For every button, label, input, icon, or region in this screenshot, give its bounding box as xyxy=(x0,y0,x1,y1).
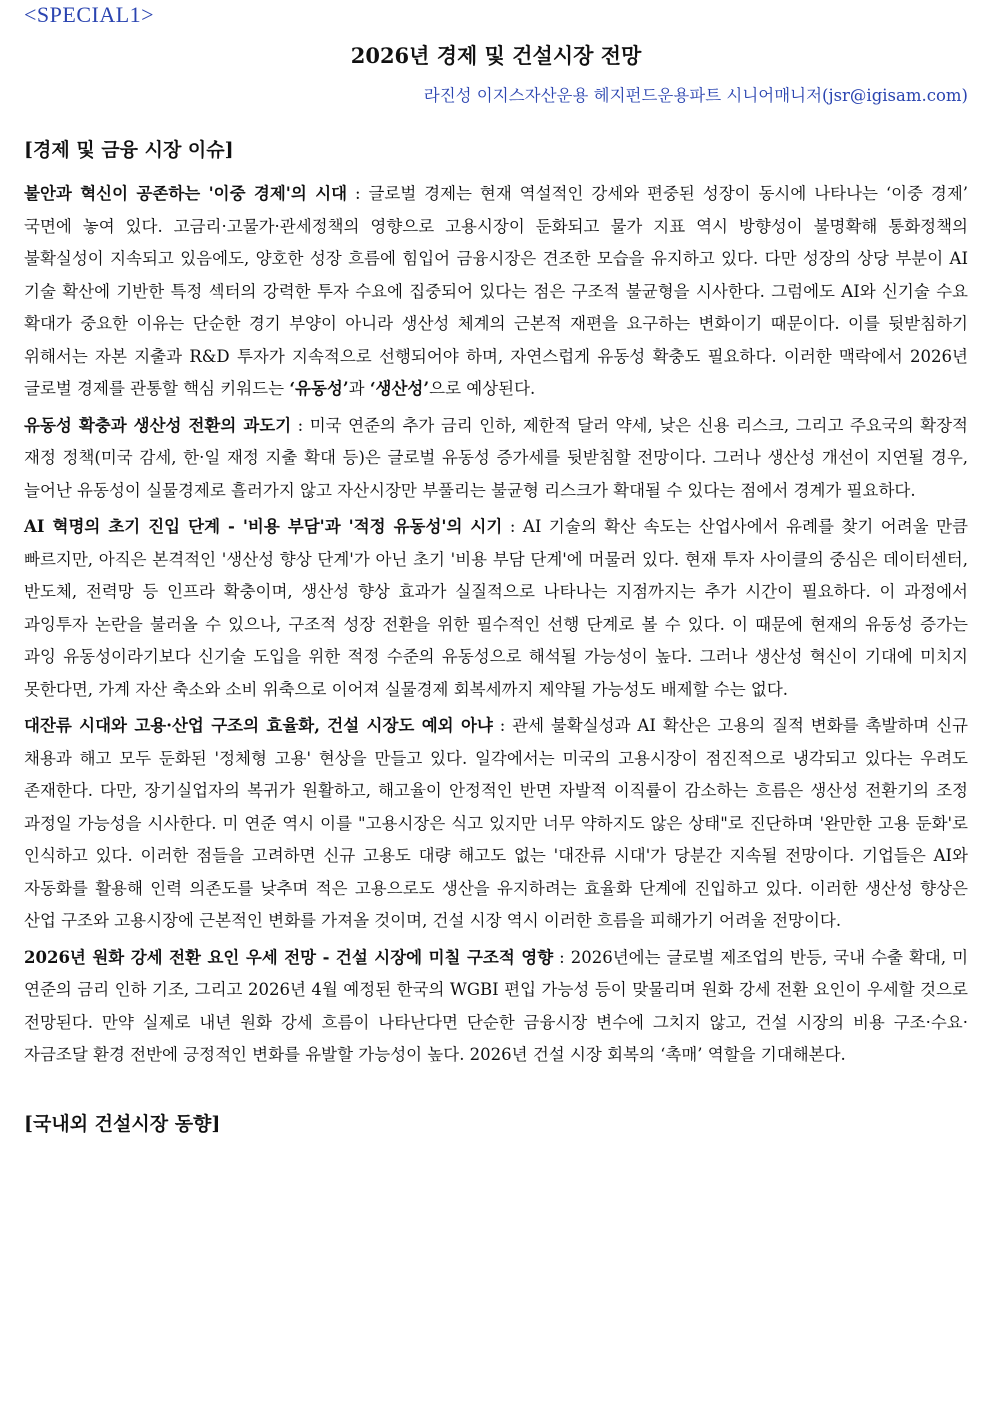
document-title: 2026년 경제 및 건설시장 전망 xyxy=(350,43,642,68)
paragraph-ai-revolution xyxy=(24,511,968,706)
paragraph-text: 미국 연준의 추가 금리 인하, 제한적 달러 약세, 낮은 신용 리스크, 그리고 주요국의 확장적 재정 정책(미국 감세, 한·일 재정 지출 확대 등)은 글로벌 유동성 증가세를 뒷받침할 전망이다. 그러나 생산성 개선이 지연될 경우, 늘어난 유동성이 실물경제로 흘러가지 않고 자산시장만 부풀리는 불균형 리스크가 확대될 수 있다는 점에서 경계가 필요하다. xyxy=(24,415,968,500)
paragraph-dual-economy xyxy=(24,178,968,406)
lead-separator: : xyxy=(347,184,361,203)
special-section-tag: <SPECIAL1> xyxy=(24,2,155,27)
paragraph-won-strength xyxy=(24,942,968,1072)
section-heading-economy-finance: [경제 및 금융 시장 이슈] xyxy=(24,139,234,161)
paragraph-text: 과 xyxy=(348,379,370,398)
lead-separator: : xyxy=(291,415,304,435)
paragraph-text: 으로 예상된다. xyxy=(429,379,536,398)
paragraph-lead: 유동성 확충과 생산성 전환의 과도기 xyxy=(24,415,292,435)
paragraph-liquidity-transition xyxy=(24,410,968,508)
paragraph-text: AI 기술의 확산 속도는 산업사에서 유례를 찾기 어려울 만큼 빠르지만, 아직은 본격적인 '생산성 향상 단계'가 아닌 초기 '비용 부담 단계'에 머물러 있다. 현재 투자 사이클의 중심은 데이터센터, 반도체, 전력망 등 인프라 확충이며, 생산성 향상 효과가 실질적으로 나타나는 지점까지는 추가 시간이 필요하다. 이 과정에서 과잉투자 논란을 불러올 수 있으나, 구조적 성장 전환을 위한 필수적인 선행 단계로 볼 수 있다. 이 때문에 현재의 유동성 증가는 과잉 유동성이라기보다 신기술 도입을 위한 적정 수준의 유동성으로 해석될 가능성이 높다. 그러나 생산성 혁신이 기대에 미치지 못한다면, 가계 자산 축소와 소비 위축으로 이어져 실물경제 회복세까지 제약될 가능성도 배제할 수는 없다. xyxy=(24,517,968,699)
paragraph-great-stay xyxy=(24,710,968,938)
paragraph-lead: AI 혁명의 초기 진입 단계 - '비용 부담'과 '적정 유동성'의 시기 xyxy=(24,517,503,536)
author-byline: 라진성 이지스자산운용 헤지펀드운용파트 시니어매니저(jsr@igisam.com) xyxy=(423,86,968,105)
paragraph-lead: 불안과 혁신이 공존하는 '이중 경제'의 시대 xyxy=(24,184,348,203)
article-body xyxy=(24,136,968,1152)
keyword-productivity: ‘생산성’ xyxy=(369,379,430,398)
keyword-liquidity: ‘유동성’ xyxy=(289,379,349,398)
paragraph-lead: 2026년 원화 강세 전환 요인 우세 전망 - 건설 시장에 미칠 구조적 영향 xyxy=(24,947,554,967)
paragraph-text: 2026년에는 글로벌 제조업의 반등, 국내 수출 확대, 미 연준의 금리 인하 기조, 그리고 2026년 4월 예정된 한국의 WGBI 편입 가능성 등이 맞물리며 원화 강세 전환 요인이 우세할 것으로 전망된다. 만약 실제로 내년 원화 강세 흐름이 나타난다면 단순한 금융시장 변수에 그치지 않고, 건설 시장의 비용 구조·수요·자금조달 환경 전반에 긍정적인 변화를 유발할 가능성이 높다. 2026년 건설 시장 회복의 ‘촉매’ 역할을 기대해본다. xyxy=(24,947,969,1064)
paragraph-lead: 대잔류 시대와 고용·산업 구조의 효율화, 건설 시장도 예외 아냐 xyxy=(24,716,493,735)
lead-separator: : xyxy=(502,517,516,536)
paragraph-text: 관세 불확실성과 AI 확산은 고용의 질적 변화를 촉발하며 신규 채용과 해고 모두 둔화된 '정체형 고용' 현상을 만들고 있다. 일각에서는 미국의 고용시장이 점진적으로 냉각되고 있다는 우려도 존재한다. 다만, 장기실업자의 복귀가 원활하고, 해고율이 안정적인 반면 자발적 이직률이 감소하는 흐름은 생산성 전환기의 조정 과정일 가능성을 시사한다. 미 연준 역시 이를 "고용시장은 식고 있지만 너무 약하지도 않은 상태"로 진단하며 '완만한 고용 둔화'로 인식하고 있다. 이러한 점들을 고려하면 신규 고용도 대량 해고도 없는 '대잔류 시대'가 당분간 지속될 전망이다. 기업들은 AI와 자동화를 활용해 인력 의존도를 낮추며 적은 고용으로도 생산을 유지하려는 효율화 단계에 진입하고 있다. 이러한 생산성 향상은 산업 구조와 고용시장에 근본적인 변화를 가져올 것이며, 건설 시장 역시 이러한 흐름을 피해가기 어려울 전망이다. xyxy=(24,716,968,930)
paragraph-text: 글로벌 경제는 현재 역설적인 강세와 편중된 성장이 동시에 나타나는 ‘이중 경제’ 국면에 놓여 있다. 고금리·고물가·관세정책의 영향으로 고용시장이 둔화되고 물가 지표 역시 방향성이 불명확해 통화정책의 불확실성이 지속되고 있음에도, 양호한 성장 흐름에 힘입어 금융시장은 견조한 모습을 유지하고 있다. 다만 성장의 상당 부분이 AI 기술 확산에 기반한 특정 섹터의 강력한 투자 수요에 집중되어 있다는 점은 구조적 불균형을 시사한다. 그럼에도 AI와 신기술 수요 확대가 중요한 이유는 단순한 경기 부양이 아니라 생산성 체계의 근본적 재편을 요구하는 변화이기 때문이다. 이를 뒷받침하기 위해서는 자본 지출과 R&D 투자가 지속적으로 선행되어야 하며, 자연스럽게 유동성 확충도 필요하다. 이러한 맥락에서 2026년 글로벌 경제를 관통할 핵심 키워드는 xyxy=(24,184,968,398)
lead-separator: : xyxy=(492,716,506,735)
lead-separator: : xyxy=(553,947,565,967)
section-heading-construction-market: [국내외 건설시장 동향] xyxy=(24,1112,221,1135)
